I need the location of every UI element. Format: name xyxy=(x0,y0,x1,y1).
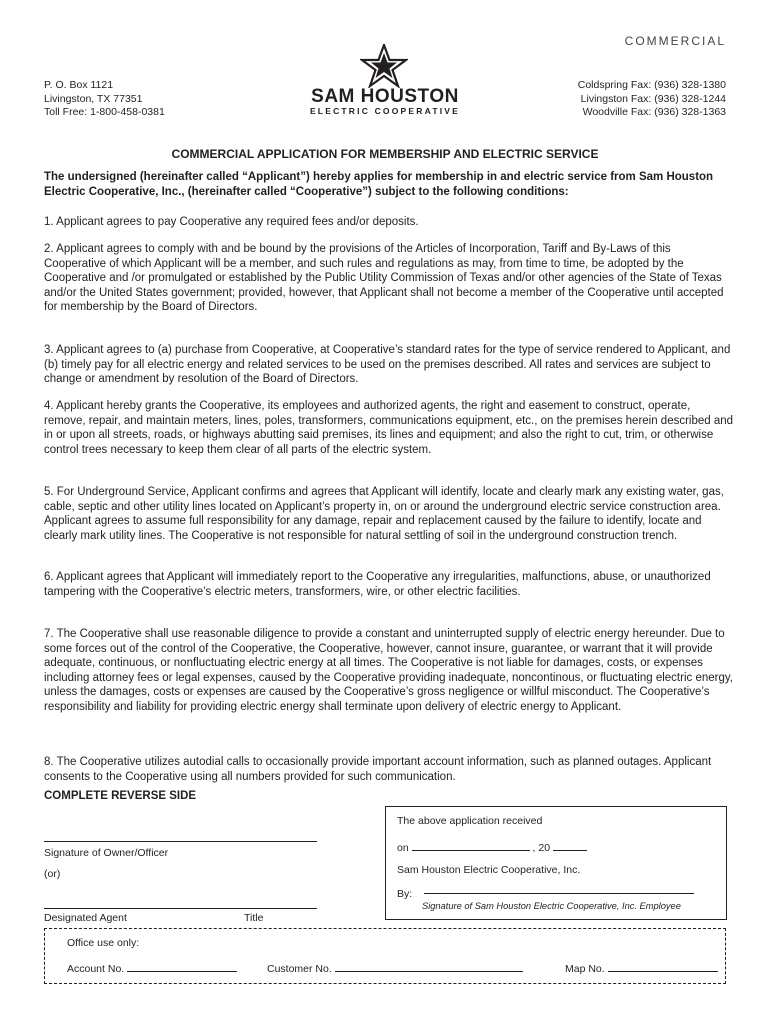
received-company: Sam Houston Electric Cooperative, Inc. xyxy=(397,864,581,876)
logo-name: SAM HOUSTON xyxy=(311,86,459,107)
document-title: COMMERCIAL APPLICATION FOR MEMBERSHIP AND ELECTRIC SERVICE xyxy=(171,147,599,161)
received-year-field[interactable] xyxy=(553,840,587,851)
customer-number-row xyxy=(267,961,523,975)
term-1: 1. Applicant agrees to pay Cooperative any required fees and/or deposits. xyxy=(44,216,419,228)
term-6: 6. Applicant agrees that Applicant will immediately report to the Cooperative any irregularities, malfunctions, abuse, or unauthorized tampering with the Cooperative’s electric meters, transformers, wire, or other electric facilities. xyxy=(44,571,711,598)
received-heading: The above application received xyxy=(397,815,543,827)
account-number-field[interactable] xyxy=(127,961,237,972)
term-4: 4. Applicant hereby grants the Cooperative, its employees and authorized agents, the right and easement to construct, operate, remove, repair, and maintain meters, lines, poles, transformers, communications equipment, etc., on the premises herein described and in or upon all streets, roads, or highways abutting said premises, its lines and equipment; and also the right to cut, trim, or otherwise control trees necessary to keep them clear of all parts of the electric system. xyxy=(44,400,734,456)
address-po-box: P. O. Box 1121 xyxy=(44,79,114,91)
map-number-label: Map No. xyxy=(565,963,605,975)
received-by-label: By: xyxy=(397,888,413,900)
intro-paragraph: The undersigned (hereinafter called “Applicant”) hereby applies for membership in and electric service from Sam Houston Electric Cooperative, Inc., (hereinafter called “Cooperative”) subject to the following conditions: xyxy=(44,171,714,198)
office-use-heading: Office use only: xyxy=(67,937,140,949)
customer-number-label: Customer No. xyxy=(267,963,332,975)
received-date-field[interactable] xyxy=(412,840,530,851)
term-5: 5. For Underground Service, Applicant confirms and agrees that Applicant will identify, locate and clearly mark any existing water, gas, cable, septic and other utility lines located on Applicant’s property in, on or around the underground electric service construction area. Applicant agrees to assume full responsibility for any damage, repair and replacement caused by the failure to identify, locate and clearly mark utility lines. The Cooperative is not responsible for natural settling of soil in the underground construction trench. xyxy=(44,486,724,542)
received-date-row xyxy=(397,840,587,854)
title-label: Title xyxy=(244,912,264,924)
received-on-label: on xyxy=(397,842,409,854)
fax-woodville: Woodville Fax: (936) 328-1363 xyxy=(582,106,726,118)
fax-livingston: Livingston Fax: (936) 328-1244 xyxy=(580,92,726,105)
mailing-address xyxy=(44,79,165,120)
logo-subtitle: ELECTRIC COOPERATIVE xyxy=(309,106,461,116)
map-number-row xyxy=(565,961,718,975)
complete-reverse-side-note: COMPLETE REVERSE SIDE xyxy=(44,790,197,802)
employee-signature-line[interactable] xyxy=(424,893,694,894)
agent-signature-line[interactable] xyxy=(44,908,317,909)
term-3: 3. Applicant agrees to (a) purchase from Cooperative, at Cooperative’s standard rates for the type of service rendered to Applicant, and (b) timely pay for all electric energy and related services to be used on the premises described. All rates and services are subject to change or amendment by resolution of the Board of Directors. xyxy=(44,344,731,386)
term-7: 7. The Cooperative shall use reasonable diligence to provide a constant and uninterrupted supply of electric energy hereunder. Due to some forces out of the control of the Cooperative, the Cooperative, however, cannot insure, guarantee, or warrant that it will provide adequate, continuous, or nonfluctuating electric energy at all times. The Cooperative is not liable for damages, costs, or expenses including attorney fees or legal expenses, caused by the Cooperative providing inadequate, noncontinous, or fluctuating electric energy, unless the damages, costs or expenses are caused by the Cooperative’s gross negligence or willful misconduct. The Cooperative’s responsibility and liability for providing electric energy shall terminate upon delivery of electric energy to Applicant. xyxy=(44,628,733,713)
application-received-box xyxy=(385,806,727,920)
office-use-box xyxy=(44,928,726,984)
map-number-field[interactable] xyxy=(608,961,718,972)
address-city: Livingston, TX 77351 xyxy=(44,92,143,105)
star-icon xyxy=(360,44,408,88)
owner-signature-line[interactable] xyxy=(44,841,317,842)
designated-agent-label: Designated Agent xyxy=(44,912,127,924)
cooperative-logo xyxy=(300,44,470,116)
term-8: 8. The Cooperative utilizes autodial calls to occasionally provide important account information, such as planned outages. Applicant consents to the Cooperative using all numbers provided for such communication. xyxy=(44,756,712,783)
fax-numbers xyxy=(578,79,726,120)
account-number-row xyxy=(67,961,237,975)
owner-signature-label: Signature of Owner/Officer xyxy=(44,847,169,859)
term-2: 2. Applicant agrees to comply with and be bound by the provisions of the Articles of Incorporation, Tariff and By-Laws of this Cooperative of which Applicant will be a member, and such rules and regulations as may, from time to time, be adopted by the Cooperative and /or promulgated or established by the Public Utility Commission of Texas and/or other agencies of the State of Texas and/or the United States government; provided, however, that Applicant shall not become a member of the Cooperative until accepted for membership by the Board of Directors. xyxy=(44,243,724,314)
or-label: (or) xyxy=(44,868,61,880)
address-toll-free: Toll Free: 1-800-458-0381 xyxy=(44,106,165,118)
fax-coldspring: Coldspring Fax: (936) 328-1380 xyxy=(577,79,726,91)
received-year-label: , 20 xyxy=(532,842,551,854)
employee-signature-caption: Signature of Sam Houston Electric Cooperative, Inc. Employee xyxy=(422,901,681,911)
document-category: COMMERCIAL xyxy=(624,34,726,48)
customer-number-field[interactable] xyxy=(335,961,523,972)
account-number-label: Account No. xyxy=(67,963,125,975)
